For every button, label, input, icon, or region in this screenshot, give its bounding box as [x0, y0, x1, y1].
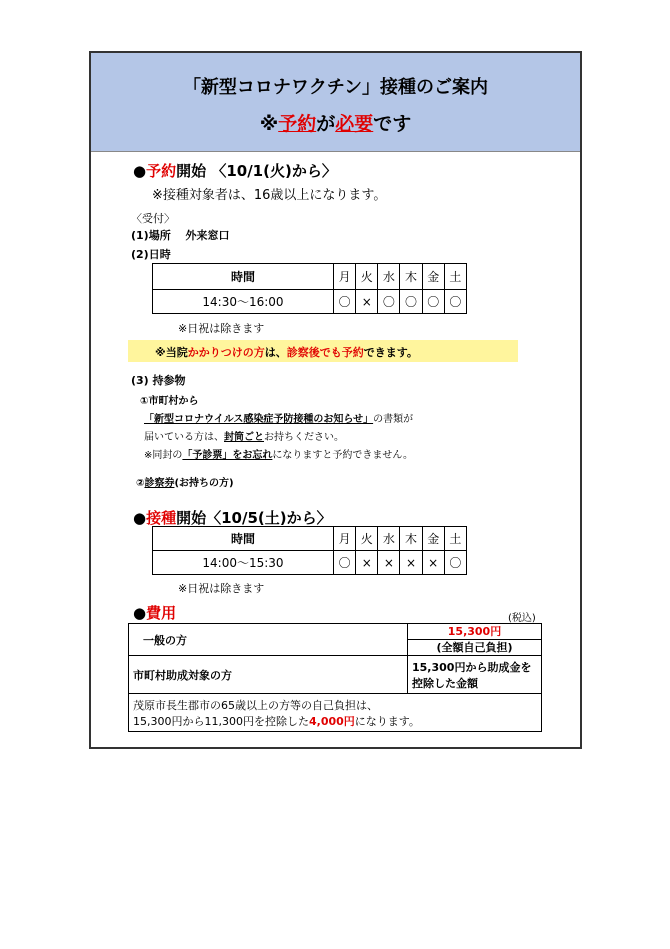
availability-mark: × [378, 551, 400, 575]
availability-mark: × [356, 551, 378, 575]
vaccination-heading-rest: 開始〈10/5(土)から〉 [176, 509, 332, 527]
reservation-heading [133, 160, 337, 181]
subtitle-yoyaku: 予約 [278, 113, 317, 135]
bullet-icon: ● [133, 162, 147, 180]
fee-footnote-line2-prefix: 15,300円から11,300円を控除した [133, 714, 309, 728]
fee-row-subsidy [129, 656, 542, 694]
items-line2-suffix: お持ちください。 [264, 432, 344, 443]
reception-place: (1)場所 外来窓口 [131, 229, 230, 242]
schedule1-note: ※日祝は除きます [178, 322, 265, 335]
fee-footnote-line2-suffix: になります。 [354, 714, 420, 728]
day-header: 火 [356, 264, 378, 290]
subtitle-ga: が [316, 113, 336, 135]
vaccination-heading [133, 507, 332, 528]
items-item2-suffix: (お持ちの方) [174, 478, 234, 489]
schedule-header-row [153, 264, 467, 290]
fee-footnote-line2 [133, 713, 537, 729]
highlight-red-1: かかりつけの方 [187, 346, 265, 359]
fee-general-price-cell [408, 624, 542, 656]
reservation-heading-rest: 開始 〈10/1(火)から〉 [176, 162, 337, 180]
notice-header [91, 53, 580, 152]
schedule-table-vaccination [152, 526, 467, 575]
fee-heading [133, 602, 176, 623]
day-header: 火 [356, 527, 378, 551]
availability-mark: 〇 [444, 290, 466, 314]
items-item1-label: ①市町村から [140, 396, 199, 407]
items-item2-underline: 診察券 [144, 478, 175, 489]
items-line3-suffix: になりますと予約できません。 [272, 450, 413, 461]
reception-label: 〈受付〉 [131, 212, 175, 225]
vaccination-heading-red: 接種 [146, 509, 177, 527]
day-header: 金 [422, 527, 444, 551]
availability-mark: 〇 [422, 290, 444, 314]
items-notice-line [144, 410, 413, 425]
fee-table [128, 623, 542, 732]
time-value: 14:00〜15:30 [153, 551, 334, 575]
fee-row-footnote [129, 694, 542, 732]
availability-mark: 〇 [334, 551, 356, 575]
day-header: 木 [400, 527, 422, 551]
subtitle-hitsuyo: 必要 [335, 113, 374, 135]
items-line3-prefix: ※同封の [144, 450, 183, 461]
items-item2-prefix: ② [136, 478, 145, 489]
availability-mark: × [400, 551, 422, 575]
day-header: 木 [400, 264, 422, 290]
fee-footnote-line2-red: 4,000円 [308, 714, 355, 728]
items-line2-underline: 封筒ごと [224, 432, 264, 443]
fee-heading-text: 費用 [146, 604, 177, 622]
availability-mark: × [422, 551, 444, 575]
availability-mark: 〇 [400, 290, 422, 314]
fee-subsidy-label: 市町村助成対象の方 [129, 656, 408, 694]
subtitle-mark: ※ [259, 113, 279, 135]
day-header: 月 [334, 264, 356, 290]
day-header: 水 [378, 264, 400, 290]
highlight-mid: は、 [264, 346, 287, 359]
reception-datetime-label: (2)日時 [131, 248, 171, 261]
fee-general-label: 一般の方 [129, 624, 408, 656]
highlight-prefix: ※当院 [155, 346, 188, 359]
fee-tax-note: (税込) [508, 613, 536, 624]
time-header: 時間 [153, 527, 334, 551]
notice-subtitle [91, 109, 580, 136]
notice-title: 「新型コロナワクチン」接種のご案内 [182, 77, 489, 98]
fee-footnote [129, 694, 542, 732]
highlight-suffix: できます。 [363, 346, 418, 359]
items-line2 [144, 428, 344, 443]
day-header: 水 [378, 527, 400, 551]
items-label: (3) 持参物 [131, 374, 186, 387]
items-notice-suffix: の書類が [373, 414, 414, 425]
highlight-text [155, 344, 418, 360]
day-header: 金 [422, 264, 444, 290]
items-notice-name: 「新型コロナウイルス感染症予防接種のお知らせ」 [144, 414, 374, 425]
fee-row-general [129, 624, 542, 656]
day-header: 土 [444, 527, 466, 551]
items-line3 [144, 446, 413, 461]
schedule-row [153, 290, 467, 314]
schedule-row [153, 551, 467, 575]
reservation-note: ※接種対象者は、16歳以上になります。 [152, 188, 387, 203]
fee-general-price-note: (全額自己負担) [436, 640, 513, 654]
schedule-table-reservation [152, 263, 467, 314]
day-header: 土 [444, 264, 466, 290]
availability-mark: 〇 [378, 290, 400, 314]
items-item2 [136, 474, 234, 489]
fee-general-price: 15,300円 [408, 625, 541, 640]
availability-mark: 〇 [334, 290, 356, 314]
fee-subsidy-value-line1: 15,300円から助成金を [412, 660, 532, 674]
time-value: 14:30〜16:00 [153, 290, 334, 314]
fee-subsidy-value-line2: 控除した金額 [412, 676, 478, 690]
time-header: 時間 [153, 264, 334, 290]
reservation-heading-red: 予約 [146, 162, 177, 180]
subtitle-desu: です [373, 113, 412, 135]
availability-mark: 〇 [444, 551, 466, 575]
fee-footnote-line1: 茂原市長生郡市の65歳以上の方等の自己負担は、 [133, 698, 378, 712]
bullet-icon: ● [133, 509, 147, 527]
day-header: 月 [334, 527, 356, 551]
schedule-header-row [153, 527, 467, 551]
fee-subsidy-value [408, 656, 542, 694]
items-line3-underline: 「予診票」をお忘れ [182, 450, 273, 461]
highlight-red-2: 診察後でも予約 [286, 346, 364, 359]
availability-mark: × [356, 290, 378, 314]
bullet-icon: ● [133, 604, 147, 622]
schedule2-note: ※日祝は除きます [178, 582, 265, 595]
items-line2-prefix: 届いている方は、 [144, 432, 224, 443]
